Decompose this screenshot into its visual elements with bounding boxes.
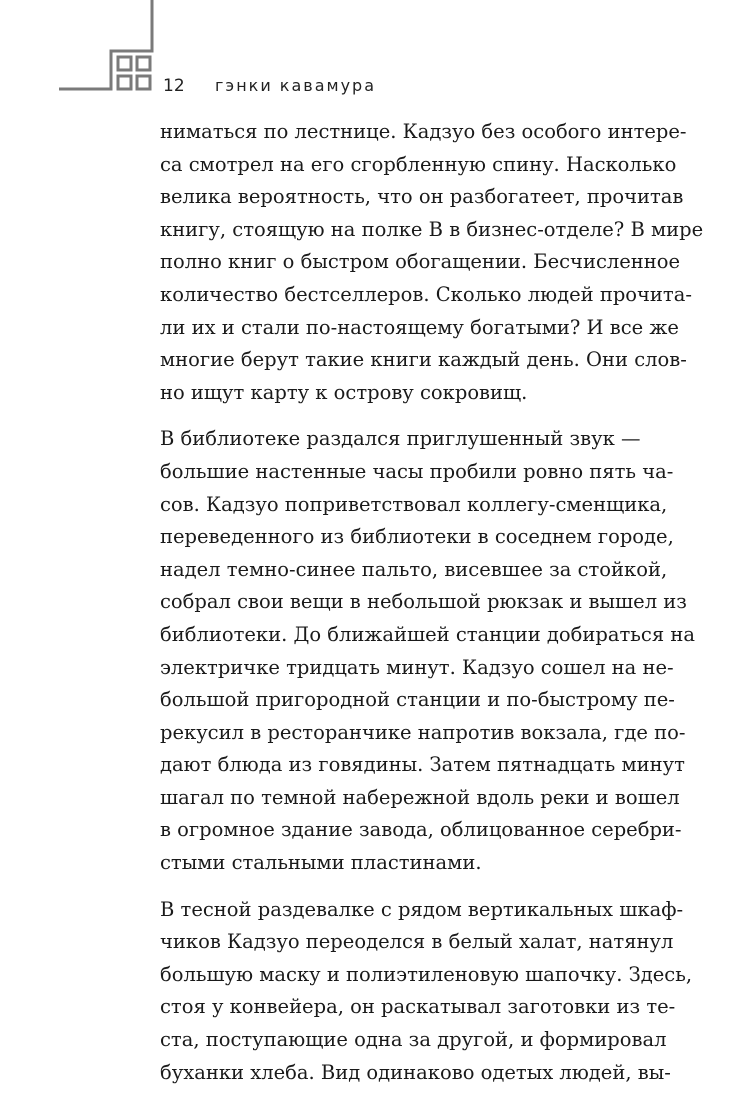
text-line: ниматься по лестнице. Кадзуо без особого интере- xyxy=(160,120,687,143)
text-line: но ищут карту к острову сокровищ. xyxy=(160,380,528,404)
paragraph xyxy=(160,894,693,1090)
text-line: стоя у конвейера, он раскатывал заготовки из те- xyxy=(160,995,676,1019)
text-line: стыми стальными пластинами. xyxy=(160,851,482,875)
text-line: большую маску и полиэтиленовую шапочку. Здесь, xyxy=(160,962,693,986)
text-line: большой пригородной станции и по-быстрому пе- xyxy=(160,688,675,712)
body-text xyxy=(160,116,704,1103)
text-line: В библиотеке раздался приглушенный звук — xyxy=(160,427,641,451)
corner-ornament-icon xyxy=(0,0,160,100)
text-line: большие настенные часы пробили ровно пять ча- xyxy=(160,459,674,483)
running-head: гэнки кавамура xyxy=(215,76,376,95)
text-line: библиотеки. До ближайшей станции добираться на xyxy=(160,622,695,646)
text-line: в огромное здание завода, облицованное серебри- xyxy=(160,818,682,842)
text-line: ли их и стали по-настоящему богатыми? И все же xyxy=(160,315,679,339)
text-line: книгу, стоящую на полке В в бизнес-отделе? В мире xyxy=(160,217,704,241)
text-line: собрал свои вещи в небольшой рюкзак и вышел из xyxy=(160,590,687,614)
text-line: сов. Кадзуо поприветствовал коллегу-сменщика, xyxy=(160,492,668,516)
paragraph xyxy=(160,116,704,409)
text-line: велика вероятность, что он разбогатеет, прочитав xyxy=(160,185,684,209)
text-line: рекусил в ресторанчике напротив вокзала, где по- xyxy=(160,720,686,744)
text-line: шагал по темной набережной вдоль реки и вошел xyxy=(160,785,680,809)
text-line: са смотрел на его сгорбленную спину. Насколько xyxy=(160,152,677,176)
text-line: чиков Кадзуо переоделся в белый халат, натянул xyxy=(160,930,674,954)
text-line: буханки хлеба. Вид одинаково одетых людей, вы- xyxy=(160,1060,671,1084)
text-line: полно книг о быстром обогащении. Бесчисленное xyxy=(160,250,681,274)
text-line: электричке тридцать минут. Кадзуо сошел на не- xyxy=(160,655,674,679)
text-line: ста, поступающие одна за другой, и формировал xyxy=(160,1028,667,1052)
text-line: многие берут такие книги каждый день. Они слов- xyxy=(160,348,687,372)
paragraph xyxy=(160,423,695,879)
text-line: количество бестселлеров. Сколько людей прочита- xyxy=(160,282,692,306)
text-line: В тесной раздевалке с рядом вертикальных шкаф- xyxy=(160,897,684,921)
text-line: дают блюда из говядины. Затем пятнадцать минут xyxy=(160,753,685,777)
text-line: надел темно-синее пальто, висевшее за стойкой, xyxy=(160,557,668,581)
text-line: переведенного из библиотеки в соседнем городе, xyxy=(160,525,674,549)
page-number: 12 xyxy=(163,76,185,96)
